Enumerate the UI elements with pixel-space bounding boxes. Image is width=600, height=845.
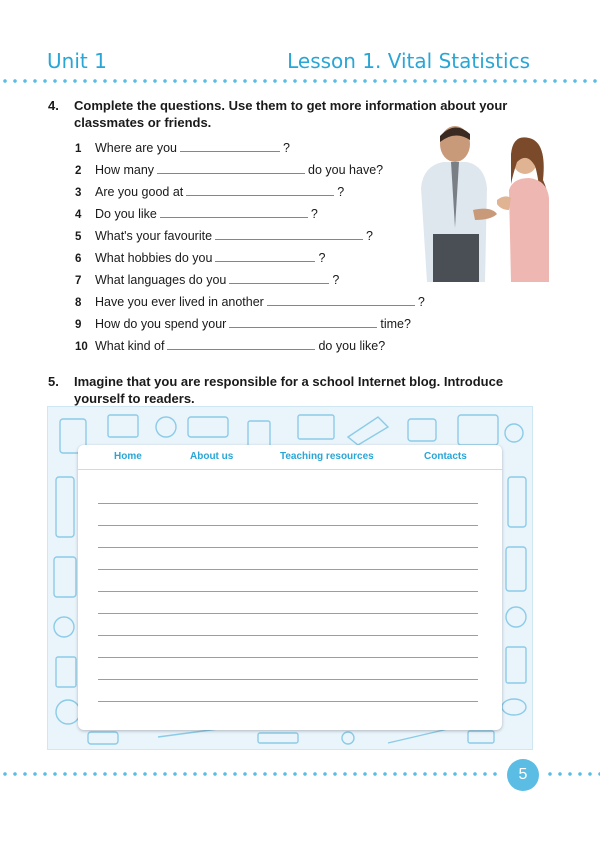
writing-line[interactable]	[98, 635, 478, 636]
unit-title: Unit 1	[47, 49, 107, 73]
conversation-photo	[413, 118, 561, 282]
answer-blank[interactable]	[215, 249, 315, 262]
task-4-number: 4.	[48, 98, 59, 113]
question-ending: ?	[332, 273, 340, 287]
question-item	[75, 227, 373, 243]
question-text: What hobbies do you	[95, 251, 213, 265]
question-text: What languages do you	[95, 273, 227, 287]
question-text: How do you spend your	[95, 317, 227, 331]
question-ending: do you like?	[318, 339, 386, 353]
question-number: 10	[75, 341, 88, 353]
answer-blank[interactable]	[229, 315, 377, 328]
nav-about-us-link[interactable]: About us	[190, 451, 234, 462]
answer-blank[interactable]	[267, 293, 415, 306]
question-number: 3	[75, 187, 82, 199]
nav-contacts-link[interactable]: Contacts	[424, 451, 467, 462]
question-item	[75, 315, 411, 331]
question-text: How many	[95, 163, 155, 177]
question-text: Where are you	[95, 141, 177, 155]
task-5-heading	[48, 373, 538, 407]
question-ending: ?	[337, 185, 345, 199]
answer-blank[interactable]	[215, 227, 363, 240]
question-text: Have you ever lived in another	[95, 295, 264, 309]
writing-line[interactable]	[98, 569, 478, 570]
question-item	[75, 271, 339, 287]
question-item	[75, 161, 383, 177]
question-text: What kind of	[95, 339, 165, 353]
answer-blank[interactable]	[157, 161, 305, 174]
question-number: 2	[75, 165, 82, 177]
writing-line[interactable]	[98, 591, 478, 592]
question-number: 9	[75, 319, 82, 331]
question-ending: ?	[318, 251, 326, 265]
question-item	[75, 293, 425, 309]
question-item	[75, 249, 325, 265]
question-number: 6	[75, 253, 82, 265]
question-text: Are you good at	[95, 185, 184, 199]
question-ending: time?	[380, 317, 411, 331]
page-number-badge: 5	[507, 759, 539, 791]
writing-line[interactable]	[98, 503, 478, 504]
answer-blank[interactable]	[229, 271, 329, 284]
lesson-title: Lesson 1. Vital Statistics	[287, 49, 530, 73]
writing-line[interactable]	[98, 613, 478, 614]
question-ending: ?	[366, 229, 373, 243]
answer-blank[interactable]	[186, 183, 334, 196]
question-item	[75, 183, 344, 199]
question-item	[75, 139, 290, 155]
question-number: 5	[75, 231, 82, 243]
question-item	[75, 205, 318, 221]
question-number: 1	[75, 143, 82, 155]
blog-mockup	[47, 406, 533, 750]
question-ending: ?	[282, 141, 290, 155]
blog-page-card	[78, 445, 502, 730]
bottom-dotted-divider-right	[545, 771, 600, 777]
question-text: Do you like	[95, 207, 157, 221]
task-5-number: 5.	[48, 374, 59, 389]
task-5-instruction: Imagine that you are responsible for a school Internet blog. Introduce yourself to readers.	[74, 374, 504, 406]
answer-blank[interactable]	[167, 337, 315, 350]
blog-nav-bar	[78, 445, 502, 470]
answer-blank[interactable]	[160, 205, 308, 218]
nav-teaching-resources-link[interactable]: Teaching resources	[280, 451, 374, 462]
people-talking-illustration	[413, 118, 561, 282]
answer-blank[interactable]	[180, 139, 280, 152]
writing-line[interactable]	[98, 525, 478, 526]
question-ending: ?	[417, 295, 425, 309]
question-number: 4	[75, 209, 82, 221]
bottom-dotted-divider	[0, 771, 500, 777]
question-ending: do you have?	[308, 163, 384, 177]
top-dotted-divider	[0, 78, 600, 84]
question-item	[75, 337, 385, 353]
task-4-instruction: Complete the questions. Use them to get more information about your classmates or friends.	[74, 98, 508, 130]
writing-line[interactable]	[98, 547, 478, 548]
writing-line[interactable]	[98, 679, 478, 680]
question-ending: ?	[310, 207, 318, 221]
question-number: 8	[75, 297, 82, 309]
writing-line[interactable]	[98, 657, 478, 658]
question-number: 7	[75, 275, 82, 287]
writing-line[interactable]	[98, 701, 478, 702]
question-text: What's your favourite	[95, 229, 213, 243]
nav-home-link[interactable]: Home	[114, 451, 142, 462]
